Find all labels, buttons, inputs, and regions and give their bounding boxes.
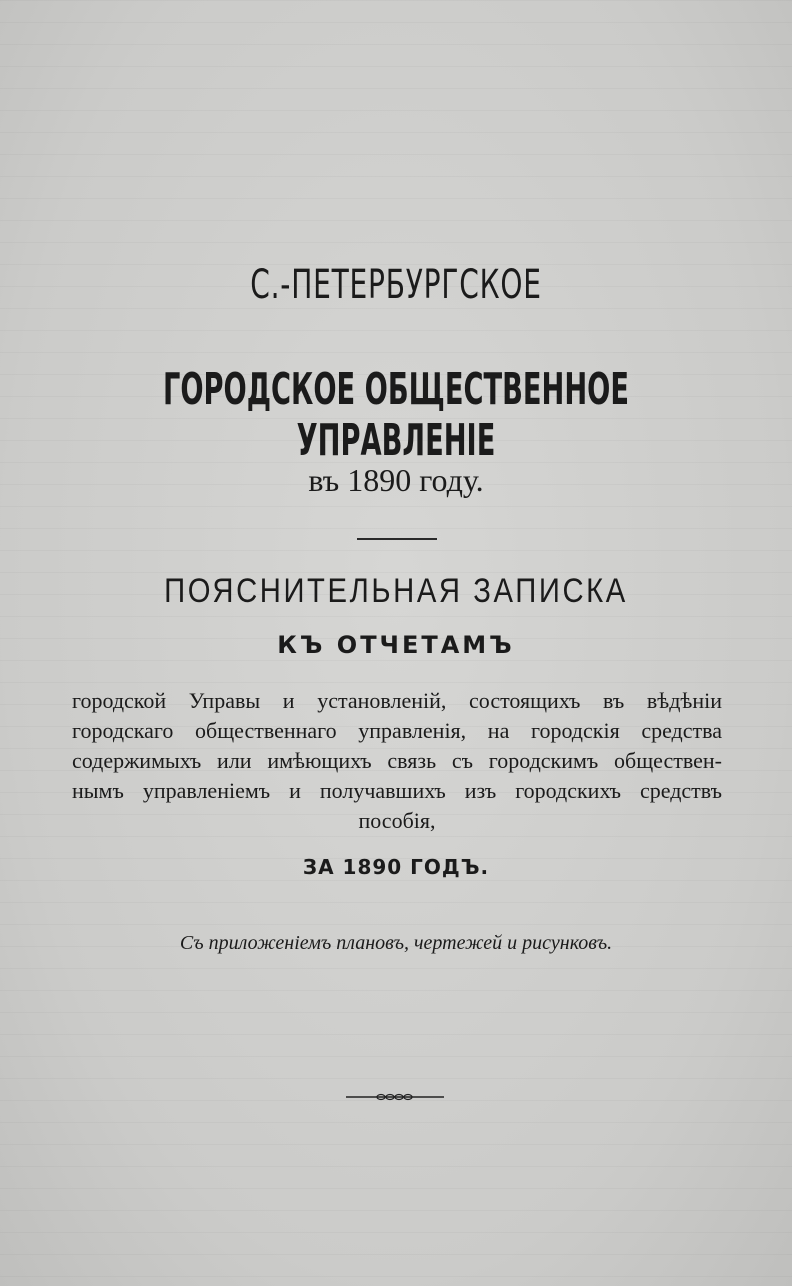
description-paragraph	[72, 686, 722, 836]
description-line: городской Управы и установленій, состоящихъ въ вѣдѣніи	[72, 688, 722, 713]
divider-rule	[357, 538, 437, 540]
explanatory-note-heading: ПОЯСНИТЕЛЬНАЯ ЗАПИСКА	[164, 572, 628, 610]
year-line: въ 1890 году.	[308, 462, 484, 498]
appendix-note: Съ приложеніемъ плановъ, чертежей и рисунковъ.	[179, 932, 613, 954]
description-line: городскаго общественнаго управленія, на городскія средства	[72, 718, 722, 743]
to-reports-heading: КЪ ОТЧЕТАМЪ	[277, 631, 515, 659]
description-line: пособія,	[358, 808, 436, 833]
for-year-line: ЗА 1890 ГОДЪ.	[302, 855, 490, 879]
description-line: содержимыхъ или имѣющихъ связь съ городскимъ обществен-	[72, 748, 722, 773]
ornament-rule-icon	[346, 1088, 444, 1106]
description-line: нымъ управленіемъ и получавшихъ изъ городскихъ средствъ	[72, 778, 722, 803]
title-line-2: ГОРОДСКОЕ ОБЩЕСТВЕННОЕ УПРАВЛЕНІЕ	[162, 364, 630, 466]
title-line-1: С.-ПЕТЕРБУРГСКОЕ	[250, 262, 542, 308]
